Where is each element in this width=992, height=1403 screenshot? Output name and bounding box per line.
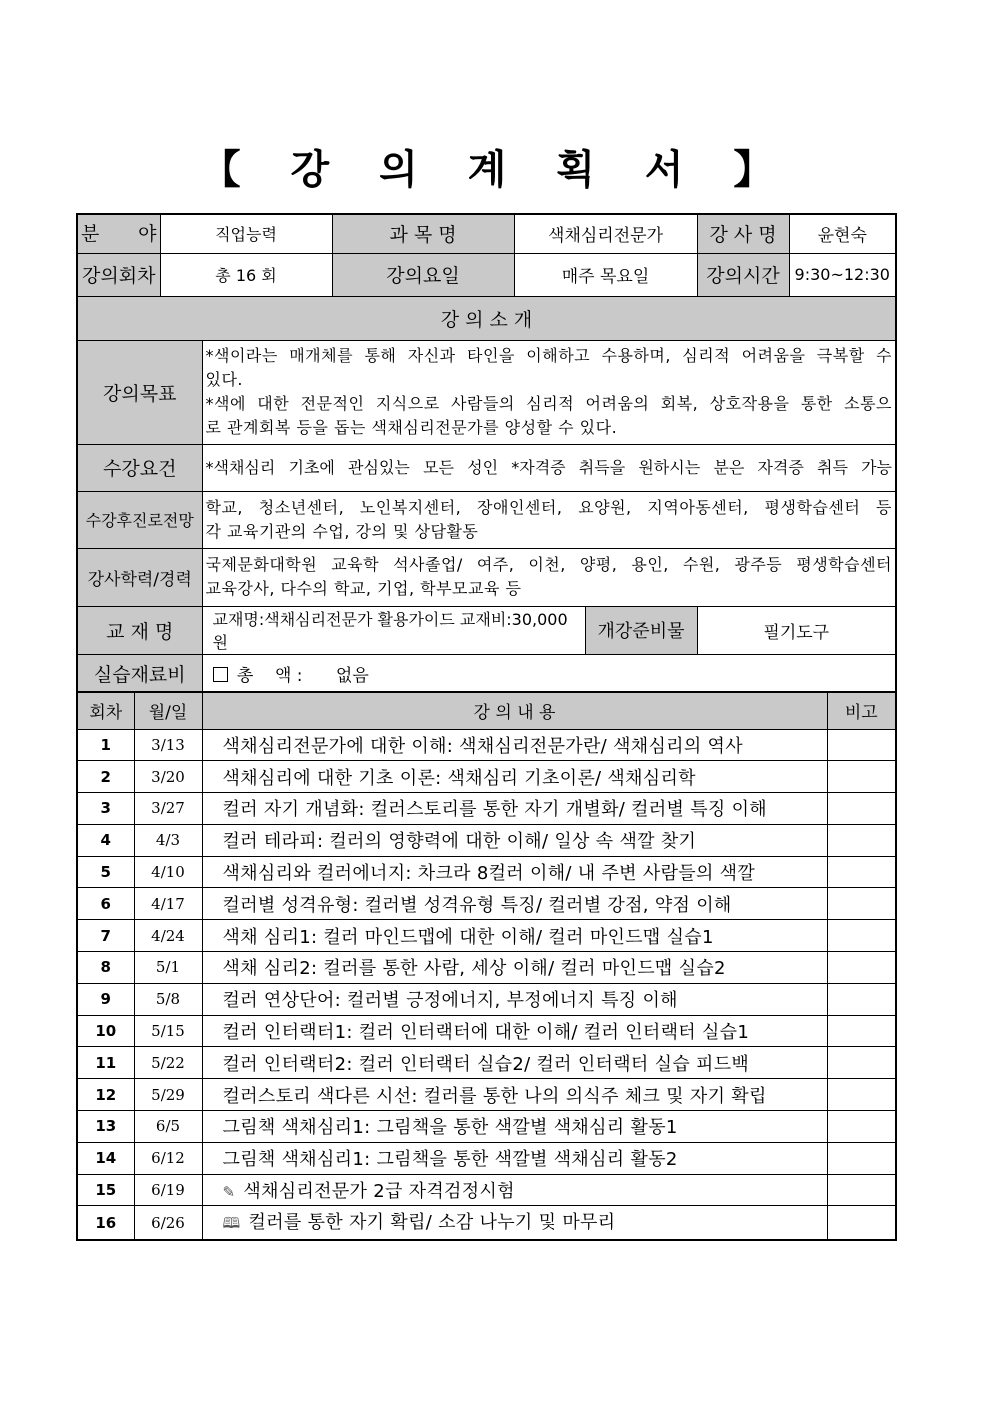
session-content — [202, 920, 827, 952]
requirement-text: *색채심리 기초에 관심있는 모든 성인 *자격증 취득을 원하시는 분은 자격증 취득 가능 — [202, 444, 896, 491]
table-row — [77, 952, 896, 984]
session-date: 4/3 — [134, 824, 202, 856]
session-note — [827, 952, 896, 984]
day-label: 강의요일 — [332, 253, 514, 296]
session-content-text: 컬러 연상단어: 컬러별 긍정에너지, 부정에너지 특징 이해 — [222, 990, 678, 1012]
instructor-label: 강 사 명 — [697, 214, 789, 253]
session-date: 3/20 — [134, 761, 202, 793]
session-number: 10 — [77, 1015, 134, 1047]
session-date: 3/13 — [134, 729, 202, 761]
session-content — [202, 761, 827, 793]
session-content — [202, 1015, 827, 1047]
table-row — [77, 920, 896, 952]
session-date: 3/27 — [134, 793, 202, 825]
table-row — [77, 856, 896, 888]
session-note — [827, 983, 896, 1015]
instructor-value: 윤현숙 — [789, 214, 896, 253]
field-label: 분 야 — [77, 214, 160, 253]
session-content-text: 색채심리전문가 2급 자격검정시험 — [243, 1181, 515, 1203]
checkbox-icon — [213, 667, 228, 682]
session-content-text: 컬러별 성격유형: 컬러별 성격유형 특징/ 컬러별 강점, 약점 이해 — [222, 894, 732, 916]
prep-label: 개강준비물 — [585, 606, 697, 654]
session-note — [827, 824, 896, 856]
session-date: 5/22 — [134, 1047, 202, 1079]
intro-section-header: 강 의 소 개 — [77, 296, 896, 340]
table-row — [77, 1079, 896, 1111]
goal-line-1: *색이라는 매개체를 통해 자신과 타인을 이해하고 수용하며, 심리적 어려움을 극복할 수 — [205, 346, 893, 365]
session-content-text: 컬러스토리 색다른 시선: 컬러를 통한 나의 의식주 체크 및 자기 확립 — [222, 1085, 767, 1107]
session-content — [202, 1111, 827, 1143]
session-note — [827, 729, 896, 761]
session-number: 1 — [77, 729, 134, 761]
session-content-text: 컬러 테라피: 컬러의 영향력에 대한 이해/ 일상 속 색깔 찾기 — [222, 831, 697, 853]
session-content — [202, 793, 827, 825]
session-content-text: 색채심리전문가에 대한 이해: 색채심리전문가란/ 색채심리의 역사 — [222, 735, 743, 757]
session-number: 2 — [77, 761, 134, 793]
table-row — [77, 1111, 896, 1143]
table-row — [77, 729, 896, 761]
session-number: 5 — [77, 856, 134, 888]
session-date: 4/10 — [134, 856, 202, 888]
session-date: 5/29 — [134, 1079, 202, 1111]
material-label: 실습재료비 — [77, 654, 202, 694]
session-note — [827, 856, 896, 888]
session-content — [202, 983, 827, 1015]
session-date: 5/1 — [134, 952, 202, 984]
table-row — [77, 824, 896, 856]
session-note — [827, 1111, 896, 1143]
session-note — [827, 1047, 896, 1079]
table-row — [77, 983, 896, 1015]
table-row — [77, 1015, 896, 1047]
material-value: 없음 — [335, 666, 369, 687]
session-content-text: 색채심리에 대한 기초 이론: 색채심리 기초이론/ 색채심리학 — [222, 767, 696, 789]
session-content-text: 색채 심리1: 컬러 마인드맵에 대한 이해/ 컬러 마인드맵 실습1 — [222, 926, 714, 948]
time-label: 강의시간 — [697, 253, 789, 296]
career-text — [202, 491, 896, 548]
session-content-text: 그림책 색채심리1: 그림책을 통한 색깔별 색채심리 활동2 — [222, 1149, 678, 1171]
session-content-text: 컬러 인터랙터2: 컬러 인터랙터 실습2/ 컬러 인터랙터 실습 피드백 — [222, 1053, 750, 1075]
session-number: 4 — [77, 824, 134, 856]
session-date: 6/12 — [134, 1142, 202, 1174]
session-content — [202, 1079, 827, 1111]
session-content — [202, 888, 827, 920]
table-row — [77, 888, 896, 920]
session-content-text: 컬러를 통한 자기 확립/ 소감 나누기 및 마무리 — [248, 1211, 616, 1233]
session-note — [827, 888, 896, 920]
session-number: 7 — [77, 920, 134, 952]
bio-text — [202, 548, 896, 606]
col-header-date: 월/일 — [134, 692, 202, 729]
schedule-table — [76, 691, 897, 1241]
session-number: 13 — [77, 1111, 134, 1143]
goal-line-3: *색에 대한 전문적인 지식으로 사람들의 심리적 어려움의 회복, 상호작용을 통한 소통으 — [205, 394, 893, 413]
session-note — [827, 920, 896, 952]
session-content-text: 색채 심리2: 컬러를 통한 사람, 세상 이해/ 컬러 마인드맵 실습2 — [222, 958, 726, 980]
pencil-icon: ✎ — [222, 1183, 236, 1202]
goal-line-2: 있다. — [205, 370, 243, 389]
goal-label: 강의목표 — [77, 340, 202, 444]
prep-value: 필기도구 — [697, 606, 896, 654]
time-value: 9:30~12:30 — [789, 253, 896, 296]
session-content-text: 컬러 자기 개념화: 컬러스토리를 통한 자기 개별화/ 컬러별 특징 이해 — [222, 799, 767, 821]
session-number: 3 — [77, 793, 134, 825]
textbook-value: 교재명:색채심리전문가 활용가이드 교재비:30,000 원 — [202, 606, 585, 654]
session-content — [202, 729, 827, 761]
session-date: 4/24 — [134, 920, 202, 952]
session-date: 4/17 — [134, 888, 202, 920]
col-header-note: 비고 — [827, 692, 896, 729]
session-content — [202, 824, 827, 856]
session-number: 11 — [77, 1047, 134, 1079]
table-row — [77, 761, 896, 793]
session-date: 5/8 — [134, 983, 202, 1015]
session-content-text: 컬러 인터랙터1: 컬러 인터랙터에 대한 이해/ 컬러 인터랙터 실습1 — [222, 1022, 750, 1044]
career-label: 수강후진로전망 — [77, 491, 202, 548]
session-note — [827, 1079, 896, 1111]
textbook-label: 교 재 명 — [77, 606, 202, 654]
material-prefix: 총 액 : — [236, 666, 303, 687]
goal-text — [202, 340, 896, 444]
table-row — [77, 793, 896, 825]
col-header-no: 회차 — [77, 692, 134, 729]
bio-label: 강사학력/경력 — [77, 548, 202, 606]
session-note — [827, 793, 896, 825]
session-note — [827, 1142, 896, 1174]
requirement-label: 수강요건 — [77, 444, 202, 491]
session-date: 6/26 — [134, 1206, 202, 1240]
session-number: 9 — [77, 983, 134, 1015]
book-icon: 🕮 — [222, 1213, 241, 1232]
session-number: 12 — [77, 1079, 134, 1111]
session-number: 15 — [77, 1174, 134, 1206]
bio-line-1: 국제문화대학원 교육학 석사졸업/ 여주, 이천, 양평, 용인, 수원, 광주등 평생학습센터 — [205, 555, 893, 574]
session-note — [827, 761, 896, 793]
session-content-text: 색채심리와 컬러에너지: 차크라 8컬러 이해/ 내 주변 사람들의 색깔 — [222, 863, 756, 885]
session-content — [202, 1174, 827, 1206]
course-value: 색채심리전문가 — [514, 214, 697, 253]
course-info-table — [76, 213, 897, 695]
career-line-2: 각 교육기관의 수업, 강의 및 상담활동 — [205, 521, 479, 541]
session-number: 8 — [77, 952, 134, 984]
session-number: 16 — [77, 1206, 134, 1240]
session-date: 6/19 — [134, 1174, 202, 1206]
table-row — [77, 1174, 896, 1206]
table-row — [77, 1142, 896, 1174]
session-content — [202, 952, 827, 984]
sessions-value: 총 16 회 — [160, 253, 332, 296]
field-value: 직업능력 — [160, 214, 332, 253]
material-cell — [202, 654, 896, 694]
session-date: 5/15 — [134, 1015, 202, 1047]
session-note — [827, 1015, 896, 1047]
course-label: 과 목 명 — [332, 214, 514, 253]
session-content — [202, 1206, 827, 1240]
session-content — [202, 856, 827, 888]
session-content — [202, 1142, 827, 1174]
session-content-text: 그림책 색채심리1: 그림책을 통한 색깔별 색채심리 활동1 — [222, 1117, 678, 1139]
table-row — [77, 1047, 896, 1079]
goal-line-4: 로 관계회복 등을 돕는 색채심리전문가를 양성할 수 있다. — [205, 418, 618, 437]
table-row — [77, 1206, 896, 1240]
session-content — [202, 1047, 827, 1079]
sessions-label: 강의회차 — [77, 253, 160, 296]
schedule-rows — [77, 729, 896, 1240]
session-number: 6 — [77, 888, 134, 920]
page-title: 【 강 의 계 획 서 】 — [200, 147, 792, 193]
career-line-1: 학교, 청소년센터, 노인복지센터, 장애인센터, 요양원, 지역아동센터, 평생학습센터 등 — [205, 497, 893, 517]
session-number: 14 — [77, 1142, 134, 1174]
col-header-content: 강 의 내 용 — [202, 692, 827, 729]
session-date: 6/5 — [134, 1111, 202, 1143]
day-value: 매주 목요일 — [514, 253, 697, 296]
session-note — [827, 1206, 896, 1240]
session-note — [827, 1174, 896, 1206]
bio-line-2: 교육강사, 다수의 학교, 기업, 학부모교육 등 — [205, 579, 522, 598]
